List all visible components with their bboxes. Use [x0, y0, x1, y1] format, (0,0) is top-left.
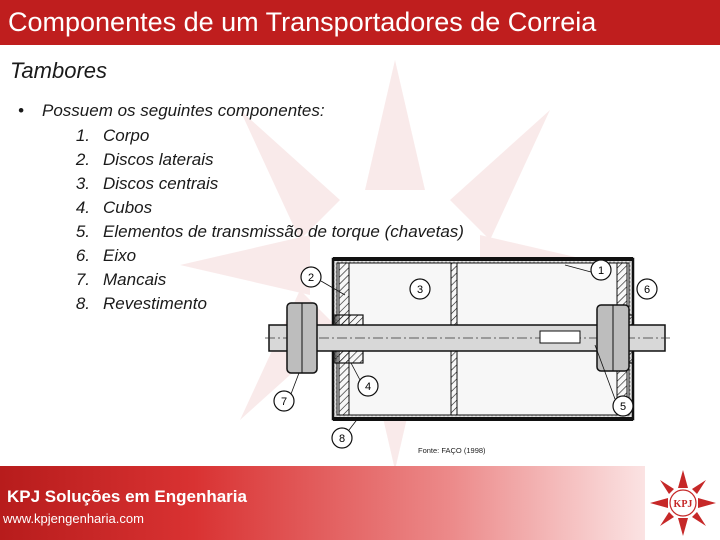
item-number: 6.: [75, 246, 90, 265]
kpj-logo: [646, 466, 720, 540]
bullet-marker: •: [18, 101, 24, 120]
list-item: [40, 148, 464, 172]
callout-3: [410, 279, 430, 299]
item-number: 4.: [75, 198, 90, 217]
callout-6-label: 6: [643, 284, 651, 296]
item-label: Discos laterais: [103, 150, 214, 169]
drum-cross-section-diagram: [265, 245, 670, 460]
item-number: 5.: [75, 222, 90, 241]
footer-banner: [0, 466, 645, 540]
item-label: Discos centrais: [103, 174, 219, 193]
list-item: [40, 196, 464, 220]
intro-line: [18, 101, 325, 121]
company-name: KPJ Soluções em Engenharia: [7, 487, 247, 506]
list-item: [40, 220, 464, 244]
section-subtitle: Tambores: [10, 58, 108, 83]
title-bar: [0, 0, 720, 45]
callout-5-label: 5: [619, 401, 627, 413]
callout-4-label: 4: [364, 381, 372, 393]
item-label: Corpo: [103, 126, 150, 145]
callout-1-label: 1: [597, 265, 605, 277]
callout-2-label: 2: [307, 272, 315, 284]
callout-8-label: 8: [338, 433, 346, 445]
item-number: 7.: [75, 270, 90, 289]
item-label: Elementos de transmissão de torque (chavetas): [103, 222, 464, 241]
callout-3-label: 3: [416, 284, 424, 296]
callout-7: [274, 373, 299, 411]
item-label: Cubos: [103, 198, 153, 217]
item-number: 2.: [75, 150, 90, 169]
intro-text: Possuem os seguintes componentes:: [42, 101, 325, 120]
logo-text: KPJ: [673, 499, 693, 510]
item-label: Eixo: [103, 246, 137, 265]
item-number: 3.: [75, 174, 90, 193]
figure-source: Fonte: FAÇO (1998): [418, 446, 486, 455]
item-label: Mancais: [103, 270, 167, 289]
list-item: [40, 124, 464, 148]
item-label: Revestimento: [103, 294, 207, 313]
item-number: 8.: [75, 294, 90, 313]
slide-title: Componentes de um Transportadores de Correia: [8, 7, 597, 37]
list-item: [40, 172, 464, 196]
item-number: 1.: [75, 126, 90, 145]
callout-8: [332, 417, 359, 448]
website-link[interactable]: www.kpjengenharia.com: [3, 511, 144, 526]
callout-6: [637, 279, 657, 299]
callout-7-label: 7: [280, 396, 288, 408]
